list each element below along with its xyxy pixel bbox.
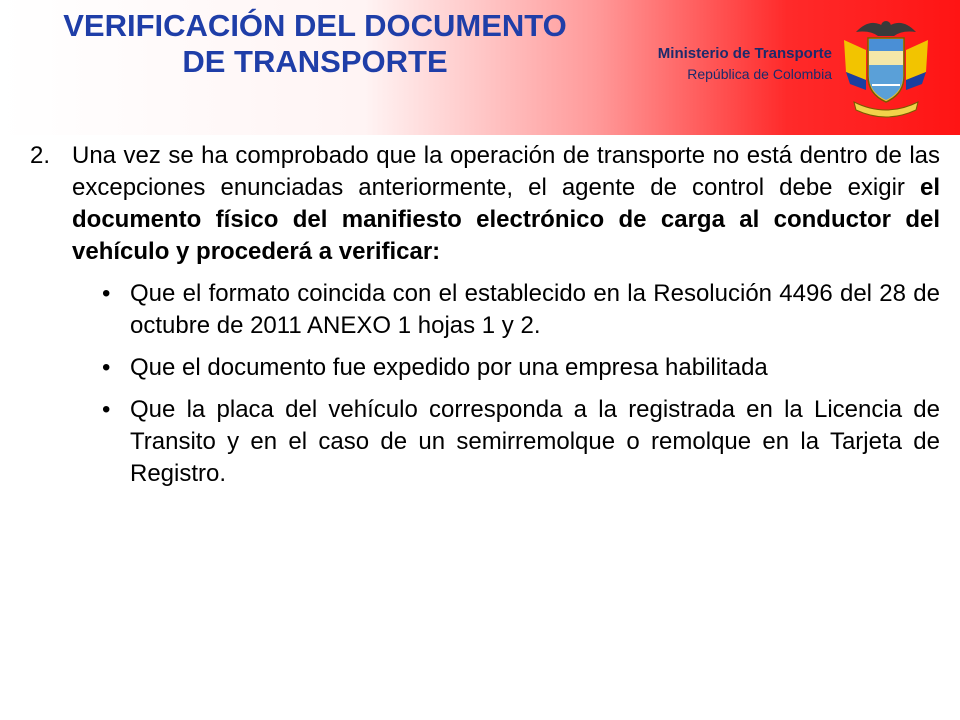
list-item xyxy=(102,278,940,342)
page-title-line-2: DE TRANSPORTE xyxy=(182,44,448,79)
header-banner xyxy=(0,0,960,135)
list-item-text: Que el documento fue expedido por una empresa habilitada xyxy=(130,354,768,381)
bullet-icon: • xyxy=(102,280,111,307)
page-title xyxy=(0,8,630,80)
coat-of-arms-icon xyxy=(836,10,936,122)
list-item-text: Que el formato coincida con el establecido en la Resolución 4496 del 28 de octubre de 2011 ANEXO 1 hojas 1 y 2. xyxy=(130,280,940,339)
item-paragraph xyxy=(72,140,940,268)
bullet-icon: • xyxy=(102,396,111,423)
list-item xyxy=(102,394,940,490)
bullet-list xyxy=(102,278,940,490)
list-item xyxy=(102,352,940,384)
item-text-plain: Una vez se ha comprobado que la operación de transporte no está dentro de las excepciones enunciadas anteriormente, el agente de control debe exigir xyxy=(72,142,940,201)
item-number: 2. xyxy=(30,142,51,169)
country-name: República de Colombia xyxy=(687,66,832,82)
item-text-bold: el documento físico del manifiesto electrónico de carga al conductor del vehículo y procederá a verificar: xyxy=(72,174,940,265)
slide-content xyxy=(30,140,940,500)
ministry-block xyxy=(658,44,832,84)
ministry-name: Ministerio de Transporte xyxy=(657,45,832,62)
numbered-item xyxy=(30,140,940,268)
page-title-line-1: VERIFICACIÓN DEL DOCUMENTO xyxy=(63,8,567,43)
list-item-text: Que la placa del vehículo corresponda a la registrada en la Licencia de Transito y en el caso de un semirremolque o remolque en la Tarjeta de Registro. xyxy=(130,396,940,487)
bullet-icon: • xyxy=(102,354,111,381)
